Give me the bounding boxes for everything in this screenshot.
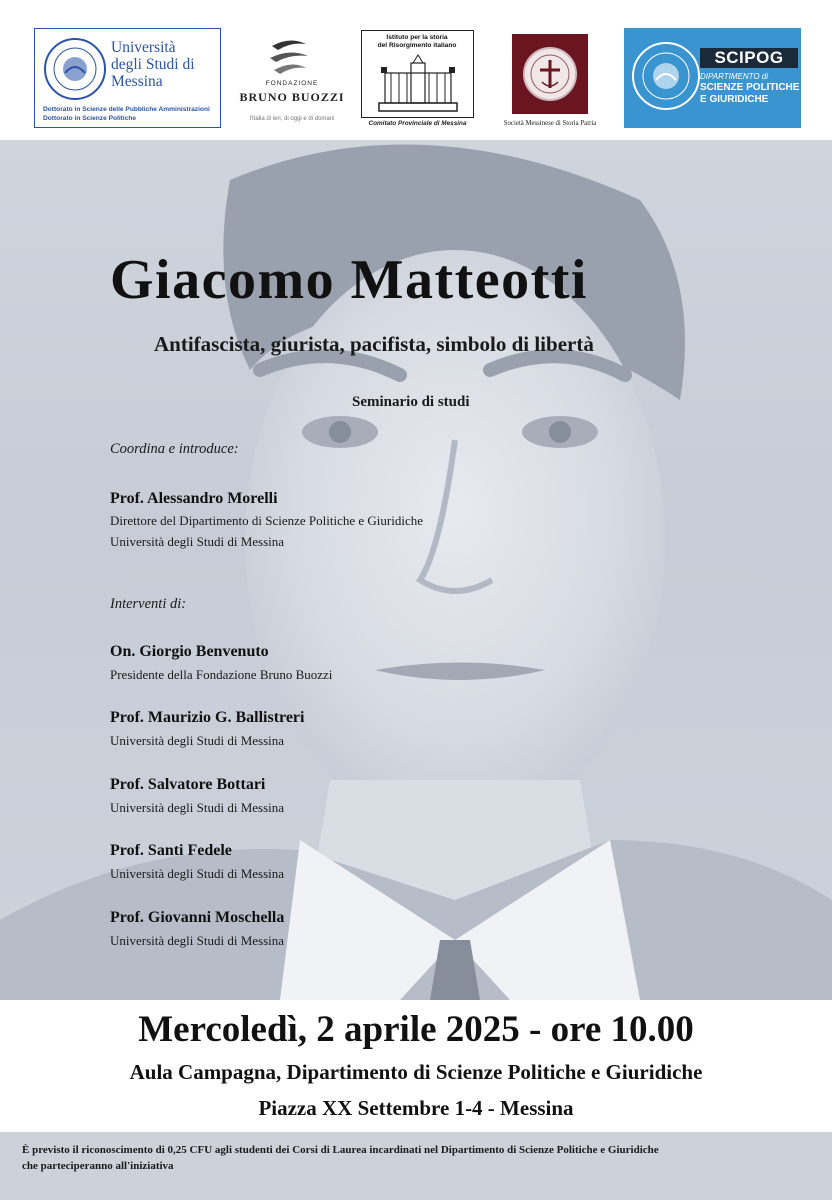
speaker-name: Prof. Salvatore Bottari — [110, 776, 266, 793]
risorgimento-logo: Istituto per la storia del Risorgimento italiano Comitato Provinciale di Messina — [361, 30, 474, 130]
coordinator-university: Università degli Studi di Messina — [110, 534, 285, 549]
event-venue: Aula Campagna, Dipartimento di Scienze Politiche e Giuridiche — [129, 1060, 703, 1084]
speakers-label: Interventi di: — [110, 596, 187, 612]
speaker-affiliation: Università degli Studi di Messina — [110, 733, 285, 748]
unime-logo — [34, 28, 221, 128]
speaker-affiliation: Presidente della Fondazione Bruno Buozzi — [110, 667, 333, 682]
scipog-department-name: SCIENZE POLITICHE E GIURIDICHE — [700, 82, 800, 105]
event-type: Seminario di studi — [352, 394, 470, 410]
scipog-logo: SCIPOG DIPARTIMENTO di SCIENZE POLITICHE E GIURIDICHE — [624, 28, 801, 128]
coordinator-name: Prof. Alessandro Morelli — [110, 490, 278, 507]
risorgimento-frame — [361, 30, 474, 118]
event-title: Giacomo Matteotti — [110, 249, 588, 311]
logo-strip — [0, 0, 832, 140]
speaker-affiliation: Università degli Studi di Messina — [110, 800, 285, 815]
speaker-affiliation: Università degli Studi di Messina — [110, 933, 285, 948]
coordinator-affiliation: Direttore del Dipartimento di Scienze Politiche e Giuridiche — [110, 513, 423, 528]
cfu-note: È previsto il riconoscimento di 0,25 CFU agli studenti dei Corsi di Laurea incardinati nel Dipartimento di Scienze Politiche e Giuridiche che parteciperanno all'iniziativa — [22, 1144, 659, 1172]
scipog-seal-icon — [630, 40, 702, 112]
speaker-affiliation: Università degli Studi di Messina — [110, 866, 285, 881]
speaker-name: On. Giorgio Benvenuto — [110, 643, 269, 660]
storia-patria-seal-icon — [512, 34, 588, 114]
coordinator-label: Coordina e introduce: — [110, 441, 239, 457]
unime-name: Università degli Studi di Messina — [111, 39, 195, 90]
event-address: Piazza XX Settembre 1-4 - Messina — [258, 1096, 574, 1120]
speaker-name: Prof. Giovanni Moschella — [110, 909, 285, 926]
storia-patria-logo: Società Messinese di Storia Patria — [486, 30, 614, 130]
monument-icon — [377, 53, 459, 113]
speaker-name: Prof. Maurizio G. Ballistreri — [110, 709, 305, 726]
event-date: Mercoledì, 2 aprile 2025 - ore 10.00 — [138, 1009, 694, 1050]
buozzi-swoosh-icon — [266, 36, 312, 76]
risorgimento-title: Istituto per la storia del Risorgimento italiano — [377, 34, 457, 49]
unime-doctorates: Dottorato in Scienze delle Pubbliche Amministrazioni Dottorato in Scienze Politiche — [43, 106, 210, 122]
unime-seal-icon — [43, 37, 107, 101]
speaker-name: Prof. Santi Fedele — [110, 842, 232, 859]
cfu-note-bar — [0, 1132, 832, 1200]
buozzi-logo: FONDAZIONE BRUNO BUOZZI l'Italia di ieri, di oggi e di domani — [232, 30, 352, 130]
event-subtitle: Antifascista, giurista, pacifista, simbolo di libertà — [154, 332, 594, 356]
